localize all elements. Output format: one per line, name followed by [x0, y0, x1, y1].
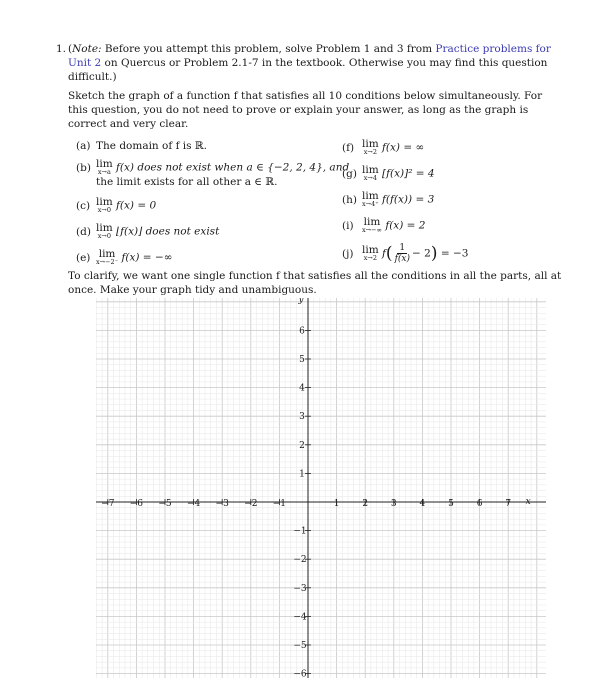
x-tick-label: −4: [186, 499, 201, 509]
x-tick-label: −5: [158, 499, 172, 509]
y-axis-label: y: [298, 298, 304, 305]
limit-operator: [362, 139, 379, 156]
task-text: Sketch the graph of a function f that satisfies all 10 conditions below simultaneously. For this question, you do not need to prove or explain your answer, as long as the graph is correct and very clear.: [68, 90, 543, 130]
x-tick-label: −3: [215, 499, 229, 509]
lim-text: lim: [363, 216, 381, 228]
condition-text-line-2: the limit exists for all other a ∈ ℝ.: [96, 176, 278, 188]
x-tick-label: −6: [129, 499, 144, 509]
condition-expression: ⌊f(x)⌋ does not exist: [116, 225, 220, 238]
y-tick-label: −1: [293, 526, 307, 537]
x-tick-label: 2: [362, 499, 369, 509]
lim-subscript: x→0: [97, 206, 111, 214]
y-tick-label: −3: [293, 583, 307, 594]
lim-subscript: x→a: [97, 168, 111, 176]
conditions-list: [76, 131, 564, 269]
fraction: [395, 243, 410, 264]
y-tick-label: 4: [299, 383, 305, 394]
condition-f: [342, 139, 424, 156]
condition-label: (a): [76, 140, 91, 152]
condition-expression: f(x) does not exist when a ∈ {−2, 2, 4}, and: [116, 161, 350, 174]
limit-operator: [362, 191, 379, 208]
condition-g: [342, 165, 435, 182]
coordinate-grid: [96, 298, 546, 678]
x-tick-label: −1: [272, 499, 287, 509]
condition-j: [342, 243, 468, 264]
y-tick-label: −4: [293, 612, 307, 623]
condition-label: (b): [76, 161, 91, 174]
condition-expression: f(x) = 2: [385, 219, 426, 232]
note-open: (: [68, 43, 73, 55]
condition-text: The domain of f is ℝ.: [96, 140, 207, 152]
condition-e: [76, 249, 173, 266]
condition-label: (d): [76, 225, 91, 238]
condition-c: [76, 197, 156, 214]
x-tick-label: 5: [448, 499, 454, 509]
lim-text: lim: [362, 138, 379, 150]
note-label: Note:: [72, 43, 102, 55]
condition-expression: [f(x)]² = 4: [382, 167, 435, 180]
limit-operator: [362, 165, 379, 182]
grid-lines: [96, 298, 546, 678]
x-tick-label: 1: [333, 499, 340, 509]
y-tick-label: 1: [299, 469, 305, 480]
practice-problems-link[interactable]: Practice problems for Unit 2: [68, 43, 551, 69]
condition-h: [342, 191, 434, 208]
lim-subscript: x→2: [363, 254, 377, 262]
condition-label: (j): [342, 247, 354, 260]
condition-expression: f(f(x)) = 3: [382, 193, 435, 206]
limit-operator: [96, 223, 113, 240]
x-axis-label: x: [525, 497, 531, 507]
lim-text: lim: [362, 244, 379, 256]
condition-label: (c): [76, 199, 91, 212]
x-tick-label: −2: [244, 499, 258, 509]
condition-expression: f(x) = −∞: [121, 251, 173, 264]
lim-subscript: x→4: [363, 174, 377, 182]
condition-label: (i): [342, 219, 354, 232]
lim-subscript: x→−2⁻: [96, 258, 119, 266]
condition-a: [76, 139, 207, 153]
limit-operator: [362, 217, 382, 234]
lim-subscript: x→0: [97, 232, 111, 240]
lim-text: lim: [362, 190, 379, 202]
x-tick-label: 4: [419, 499, 426, 509]
problem-note: [68, 42, 564, 84]
lim-text: lim: [96, 158, 113, 170]
note-text-2: on Quercus or Problem 2.1-7 in the textbook. Otherwise you may find this question difficult.): [68, 57, 548, 83]
left-paren: (: [385, 243, 393, 264]
lim-text: lim: [98, 248, 116, 260]
problem-1: [56, 42, 564, 297]
tick-labels: [101, 298, 531, 678]
condition-expression: f(x) = 0: [116, 199, 157, 212]
condition-result: = −3: [440, 247, 469, 260]
limit-operator: [96, 197, 113, 214]
axes: [96, 298, 546, 678]
lim-text: lim: [96, 196, 113, 208]
right-paren: ): [430, 243, 438, 264]
problem-number: 1.: [56, 43, 67, 55]
y-tick-label: 5: [299, 355, 305, 365]
condition-d: [76, 223, 219, 240]
note-text: Before you attempt this problem, solve Problem 1 and 3 from: [101, 43, 436, 55]
y-tick-label: −5: [293, 641, 307, 651]
x-tick-label: 6: [476, 499, 483, 509]
y-tick-label: 6: [299, 326, 305, 337]
y-tick-label: 3: [299, 412, 305, 423]
x-tick-label: 7: [505, 499, 512, 509]
function-name: f: [382, 247, 386, 260]
y-tick-label: 2: [299, 440, 305, 451]
condition-label: (h): [342, 193, 357, 206]
lim-subscript: x→2: [363, 148, 377, 156]
expression-tail: − 2: [412, 247, 431, 260]
clarification-text: To clarify, we want one single function f that satisfies all the conditions in all the parts, all at once. Make your graph tidy and unambiguous.: [68, 270, 562, 296]
x-tick-label: −7: [101, 499, 115, 509]
condition-label: (f): [342, 141, 355, 154]
condition-b: [76, 159, 349, 189]
limit-operator: [96, 159, 113, 176]
condition-label: (g): [342, 167, 357, 180]
y-tick-label: −6: [293, 669, 307, 678]
fraction-numerator: 1: [399, 243, 406, 253]
lim-subscript: x→4⁺: [362, 200, 379, 208]
x-tick-label: 3: [390, 499, 397, 509]
lim-subscript: x→−∞: [362, 226, 382, 234]
condition-label: (e): [76, 251, 91, 264]
limit-operator: [362, 245, 379, 262]
lim-text: lim: [362, 164, 379, 176]
condition-i: [342, 217, 425, 234]
limit-operator: [96, 249, 118, 266]
y-tick-label: −2: [293, 555, 307, 566]
lim-text: lim: [96, 222, 113, 234]
condition-expression: f(x) = ∞: [382, 141, 425, 154]
fraction-denominator: f(x): [394, 254, 410, 264]
